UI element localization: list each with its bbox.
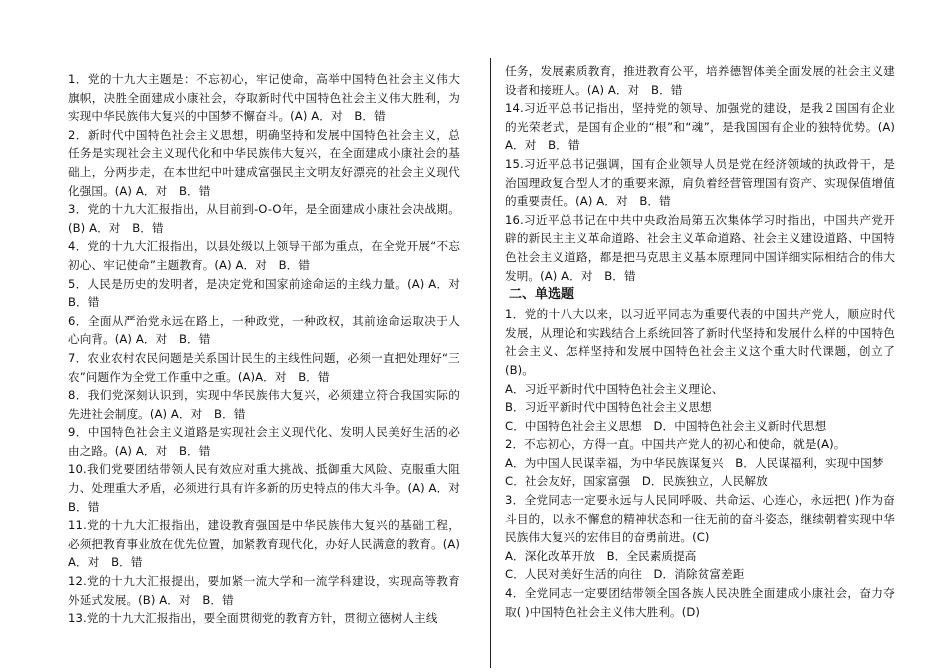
question-tf-4: 4．党的十九大汇报指出，以县处级以上领导干部为重点，在全党开展“不忘初心、牢记使命”主题教育。(A) A．对 B．错 — [68, 239, 460, 272]
question-tf-16: 16.习近平总书记在中共中央政治局第五次集体学习时指出，中国共产党开辟的新民主主义革命道路、社会主义革命道路、社会主义建设道路、中国特色社会主义道路，都是把马克思主义基本原理同中国详细实际相结合的伟大发明。(A) A．对 B．错 — [505, 212, 895, 283]
question-mc-1: 1．党的十八大以来，以习近平同志为重要代表的中国共产党人，顺应时代发展，从理论和实践结合上系统回答了新时代坚持和发展什么样的中国特色社会主义、怎样坚持和发展中国特色社会主义这个重大时代课题，创立了(B)。 — [505, 307, 895, 377]
question-mc-4: 4．全党同志一定要团结带领全国各族人民决胜全面建成小康社会，奋力夺取( )中国特色社会主义伟大胜利。(D) — [505, 586, 895, 619]
question-tf-2: 2．新时代中国特色社会主义思想，明确坚持和发展中国特色社会主义，总任务是实现社会主义现代化和中华民族伟大复兴，在全面建成小康社会的基础上，分两步走，在本世纪中叶建成富强民主文明友好漂亮的社会主义现代化强国。(A) A．对 B．错 — [68, 127, 460, 198]
question-tf-10: 10.我们党要团结带领人民有效应对重大挑战、抵御重大风险、克服重大阻力、处理重大矛盾，必须进行具有许多新的历史特点的伟大斗争。(A) A．对 B．错 — [68, 462, 472, 514]
left-column — [68, 70, 472, 628]
option-line: A．为中国人民谋幸福，为中华民族谋复兴 B．人民谋福利，实现中国梦 — [505, 455, 884, 470]
question-tf-13-cont: 任务，发展素质教育，推进教育公平，培养德智体美全面发展的社会主义建设者和接班人。(A) A．对 B．错 — [505, 64, 895, 97]
option-line: C．中国特色社会主义思想 D．中国特色社会主义新时代思想 — [505, 418, 827, 433]
question-tf-12: 12.党的十九大汇报提出，要加紧一流大学和一流学科建设，实现高等教育外延式发展。(B) A．对 B．错 — [68, 574, 460, 607]
section-heading: 二、单选题 — [509, 287, 575, 303]
question-tf-3: 3．党的十九大汇报指出，从目前到-O-O年，是全面建成小康社会决战期。(B) A．对 B．错 — [68, 202, 460, 235]
option-line: A．深化改革开放 B．全民素质提高 — [505, 548, 697, 563]
question-tf-15: 15.习近平总书记强调，国有企业领导人员是党在经济领域的执政骨干，是治国理政复合型人才的重要来源，肩负着经营管理国有资产、实现保值增值的重要责任。(A) A．对 B．错 — [505, 156, 895, 209]
question-tf-5: 5．人民是历史的发明者，是决定党和国家前途命运的主线力量。(A) A．对 B．错 — [68, 276, 460, 310]
question-tf-13: 13.党的十九大汇报指出，要全面贯彻党的教育方针，贯彻立德树人主线 — [68, 611, 438, 626]
right-column — [505, 62, 895, 621]
option-line: A．习近平新时代中国特色社会主义理论、 — [505, 381, 724, 396]
option-line: C．社会友好，国家富强 D．民族独立，人民解放 — [505, 474, 768, 489]
question-tf-8: 8．我们党深刻认识到，实现中华民族伟大复兴，必须建立符合我国实际的先进社会制度。(A) A．对 B．错 — [68, 388, 460, 421]
question-tf-9: 9．中国特色社会主义道路是实现社会主义现代化、发明人民美好生活的必由之路。(A) A．对 B．错 — [68, 425, 460, 458]
question-mc-2: 2．不忘初心，方得一直。中国共产党人的初心和使命，就是(A)。 — [505, 437, 846, 452]
question-mc-3: 3．全党同志一定要永远与人民同呼吸、共命运、心连心，永远把( )作为奋斗目的，以永不懈怠的精神状态和一往无前的奋斗姿态，继续朝着实现中华民族伟大复兴的宏伟目的奋勇前进。(C) — [505, 493, 895, 545]
question-tf-7: 7．农业农村农民问题是关系国计民生的主线性问题，必须一直把处理好“三农”问题作为全党工作重中之重。(A)A．对 B．错 — [68, 350, 460, 384]
column-divider — [490, 58, 491, 668]
option-line: B．习近平新时代中国特色社会主义思想 — [505, 400, 712, 415]
question-tf-14: 14.习近平总书记指出，坚持党的领导、加强党的建设，是我２国国有企业的光荣老式，是国有企业的“根”和“魂”，是我国国有企业的独特优势。(A) A．对 B．错 — [505, 101, 895, 153]
question-tf-6: 6．全面从严治党永远在路上，一种政党，一种政权，其前途命运取决于人心向背。(A) A．对 B．错 — [68, 313, 460, 347]
question-tf-1: 1．党的十九大主题是：不忘初心，牢记使命，高举中国特色社会主义伟大旗帜，决胜全面建成小康社会，夺取新时代中国特色社会主义伟大胜利，为实现中华民族伟大复兴的中国梦不懈奋斗。(A) A．对 B．错 — [68, 72, 460, 124]
option-line: C．人民对美好生活的向往 D．消除贫富差距 — [505, 567, 745, 582]
question-tf-11: 11.党的十九大汇报指出，建设教育强国是中华民族伟大复兴的基础工程，必须把教育事业放在优先位置，加紧教育现代化，办好人民满意的教育。(A) A．对 B．错 — [68, 518, 460, 570]
